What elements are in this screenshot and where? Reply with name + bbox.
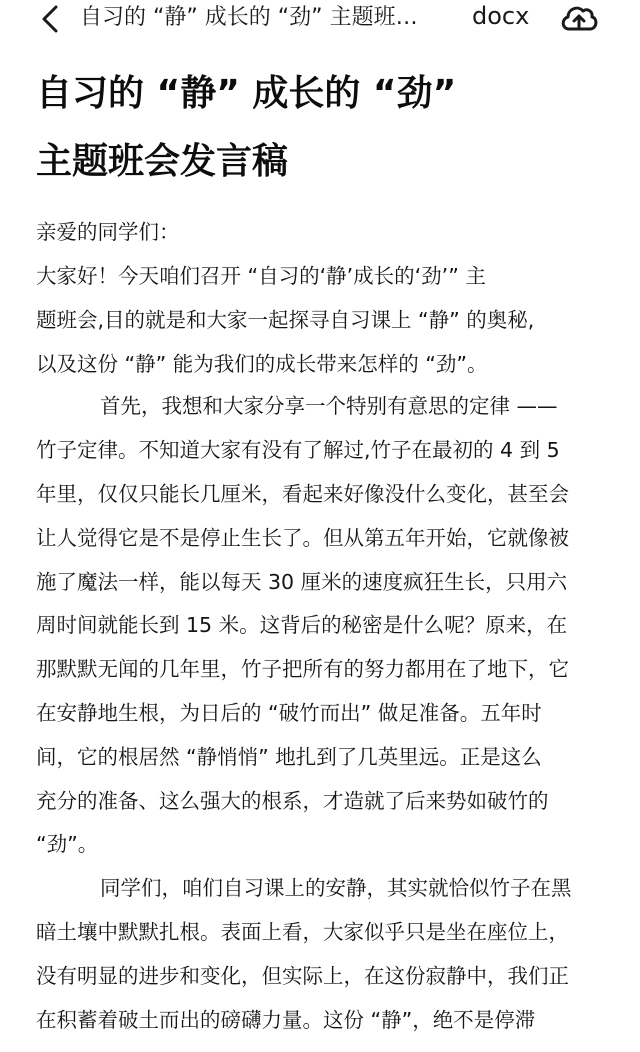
document-title-line-2: 主题班会发言稿 xyxy=(36,141,289,182)
paragraph-line: 首先，我想和大家分享一个特别有意思的定律 —— xyxy=(100,394,558,418)
cloud-upload-icon[interactable] xyxy=(558,0,600,36)
paragraph-line: 让人觉得它是不是停止生长了。但从第五年开始，它就像被 xyxy=(36,526,569,550)
paragraph-line: 在安静地生根，为日后的 “破竹而出” 做足准备。五年时 xyxy=(36,701,542,725)
paragraph-line: 竹子定律。不知道大家有没有了解过,竹子在最初的 4 到 5 xyxy=(36,438,560,462)
chevron-left-icon[interactable] xyxy=(38,4,64,34)
paragraph-line: 以及这份 “静” 能为我们的成长带来怎样的 “劲”。 xyxy=(36,352,488,376)
paragraph-line: 在积蓄着破土而出的磅礴力量。这份 “静”，绝不是停滞 xyxy=(36,1008,536,1032)
paragraph-line: 题班会,目的就是和大家一起探寻自习课上 “静” 的奥秘, xyxy=(36,308,535,332)
paragraph-line: 那默默无闻的几年里，竹子把所有的努力都用在了地下，它 xyxy=(36,657,569,681)
paragraph-line: 同学们，咱们自习课上的安静，其实就恰似竹子在黑 xyxy=(100,876,572,900)
paragraph-line: 间，它的根居然 “静悄悄” 地扎到了几英里远。正是这么 xyxy=(36,745,542,769)
document-title-line-1: 自习的 “静” 成长的 “劲” xyxy=(36,73,457,114)
paragraph-line: 年里，仅仅只能长几厘米，看起来好像没什么变化，甚至会 xyxy=(36,482,569,506)
file-extension-label: docx xyxy=(472,2,530,30)
top-bar xyxy=(0,0,640,40)
paragraph-line: 充分的准备、这么强大的根系，才造就了后来势如破竹的 xyxy=(36,789,549,813)
paragraph-line: 亲爱的同学们： xyxy=(36,220,180,244)
document-tab-title[interactable]: 自习的 “静” 成长的 “劲” 主题班… xyxy=(80,5,418,30)
paragraph-line: 施了魔法一样，能以每天 30 厘米的速度疯狂生长，只用六 xyxy=(36,570,568,594)
paragraph-line: 大家好！今天咱们召开 “自习的‘静’成长的‘劲’” 主 xyxy=(36,264,486,288)
paragraph-line: 没有明显的进步和变化，但实际上，在这份寂静中，我们正 xyxy=(36,964,569,988)
paragraph-line: 暗土壤中默默扎根。表面上看，大家似乎只是坐在座位上， xyxy=(36,920,569,944)
paragraph-line: 周时间就能长到 15 米。这背后的秘密是什么呢？原来，在 xyxy=(36,613,568,637)
paragraph-line: “劲”。 xyxy=(36,832,99,856)
